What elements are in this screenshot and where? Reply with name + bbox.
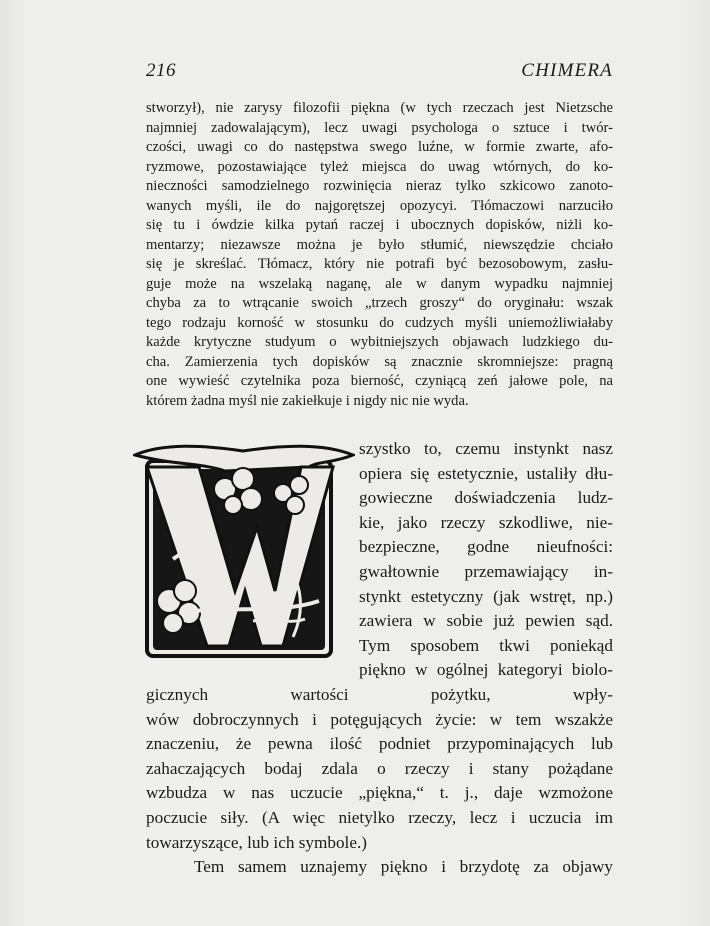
text-line: znaczeniu, że pewna ilość podniet przypominających lub xyxy=(146,734,613,754)
text-line: nieczności samodzielnego rozwinięcia nieraz tylko szkicowo zanoto- xyxy=(146,178,613,194)
text-line: stynkt estetyczny (jak wstręt, np.) xyxy=(359,586,613,606)
text-line: opiera się estetycznie, ustaliły dłu- xyxy=(359,463,613,483)
text-line: poczucie siły. (A więc nietylko rzeczy, lecz i uczucia im xyxy=(146,807,613,827)
text-line: cha. Zamierzenia tych dopisków są znacznie skromniejsze: pragną xyxy=(146,353,613,370)
text-line: stworzył), nie zarysy filozofii piękna (w tych rzeczach jest Nietzsche xyxy=(146,100,613,116)
text-line: tego rodzaju korność w stosunku do cudzych myśli uniemożliwiałaby xyxy=(146,314,613,331)
text-line: Tem samem uznajemy piękno i brzydotę za objawy xyxy=(194,857,613,877)
text-line: gwałtownie przemawiający in- xyxy=(359,561,613,581)
text-line: zahaczających bodaj zdala o rzeczy i stany pożądane xyxy=(146,758,613,778)
text-line: się tu i ówdzie kilka pytań raczej i ubocznych dopisków, niżli ko- xyxy=(146,217,613,233)
text-line: którem żadna myśl nie zakiełkuje i nigdy nic nie wyda. xyxy=(146,392,469,409)
opening-paragraph xyxy=(146,99,613,411)
text-line: kie, jako rzeczy szkodliwe, nie- xyxy=(359,512,613,532)
text-line: towarzyszące, lub ich symbole.) xyxy=(146,832,367,852)
text-line: bezpieczne, godne nieufności: xyxy=(359,537,613,557)
text-line: one wywieść czytelnika poza bierność, czyniącą zeń jałowe pole, na xyxy=(146,373,613,389)
text-line: się je skreślać. Tłómacz, który nie potrafi być bezosobowym, zasłu- xyxy=(146,256,613,272)
text-line: gowieczne doświadczenia ludz- xyxy=(359,488,613,508)
text-line: gicznych wartości pożytku, wpły- xyxy=(146,684,613,704)
text-line: guje może na wszelaką naganę, ale w danym wypadku najmniej xyxy=(146,275,613,292)
text-line: czości, uwagi co do następstwa swego luźne, w formie zwarte, afo- xyxy=(146,139,613,155)
text-line: Tym sposobem tkwi poniekąd xyxy=(359,635,613,655)
main-paragraph xyxy=(146,437,613,880)
page-number: 216 xyxy=(146,60,176,81)
text-line: wanych myśli, ile do najgorętszej opozycyi. Tłómaczowi narzuciło xyxy=(146,197,613,214)
text-line: szystko to, czemu instynkt nasz xyxy=(359,439,613,458)
running-header xyxy=(146,60,613,84)
text-line: zawiera w sobie już pewien sąd. xyxy=(359,611,613,631)
text-line: każde krytyczne studyum o wybitniejszych objawach ludzkiego du- xyxy=(146,334,613,350)
text-line: wów dobroczynnych i potęgujących życie: w tem wszakże xyxy=(146,709,613,729)
text-line: chyba za to wtrącanie swoich „trzech groszy“ do oryginału: wszak xyxy=(146,295,613,311)
text-line: piękno w ogólnej kategoryi biolo- xyxy=(359,660,613,680)
text-line: mentarzy; niezawsze można je było stłumić, niewszędzie chciało xyxy=(146,236,613,253)
text-line: ryzmowe, pozostawiające tyleż miejsca do uwag wtórnych, do ko- xyxy=(146,158,613,175)
journal-title: CHIMERA xyxy=(521,60,613,81)
text-line: wzbudza w nas uczucie „piękna,“ t. j., daje wzmożone xyxy=(146,783,613,803)
text-line: najmniej zadowalającym), lecz uwagi psychologa o sztuce i twór- xyxy=(146,119,613,136)
